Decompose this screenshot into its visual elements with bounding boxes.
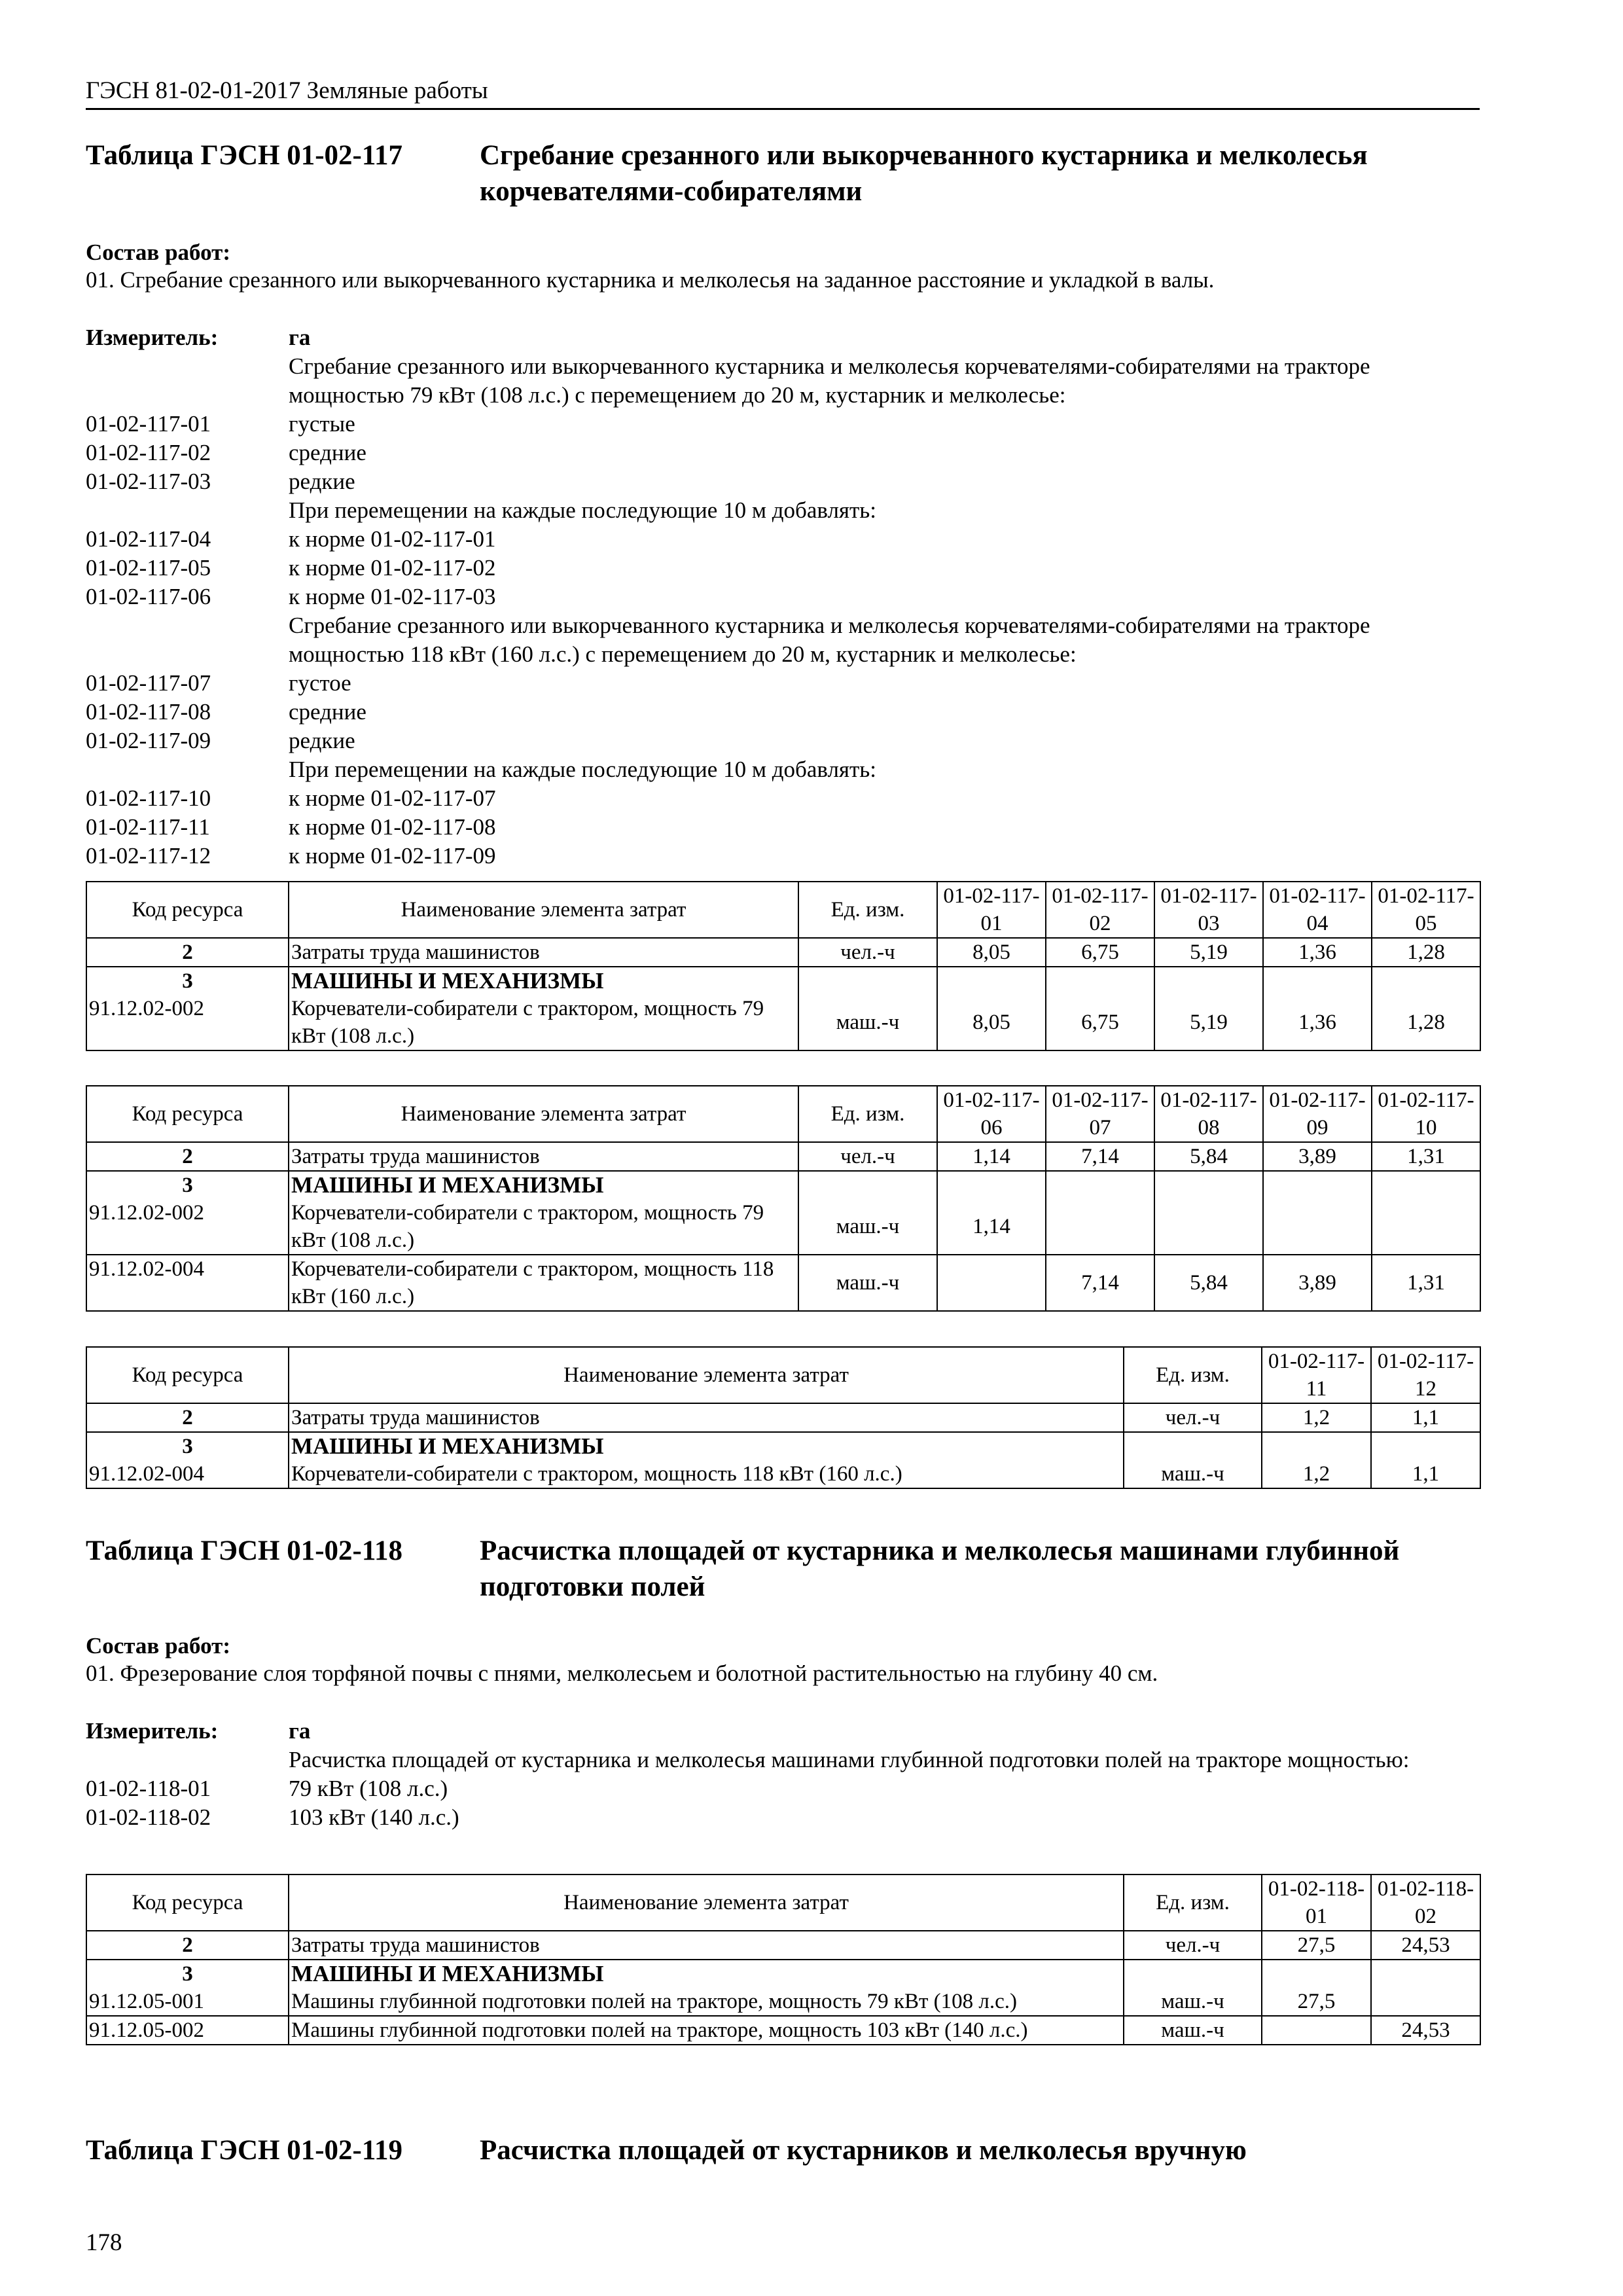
section-row [86,1171,1480,1199]
value-cell: 27,5 [1262,1988,1371,2016]
running-head: ГЭСН 81-02-01-2017 Земляные работы [86,77,1480,110]
resource-unit: чел.-ч [1124,1403,1262,1432]
norm-text: 79 кВт (108 л.с.) [289,1776,448,1801]
section-code: 3 [86,967,289,995]
resource-code: 2 [86,1403,289,1432]
section-name: МАШИНЫ И МЕХАНИЗМЫ [289,1171,798,1199]
table-code: Таблица ГЭСН 01-02-118 [86,1535,403,1566]
machine-row [86,1988,1480,2016]
empty-cell [1046,967,1154,995]
norm-list-117 [86,323,1480,870]
table-title: Расчистка площадей от кустарников и мелколесья вручную [480,2135,1247,2166]
empty-cell [1262,1432,1371,1460]
resource-table-117-a [86,881,1481,1051]
section-row [86,1432,1480,1460]
empty-cell [1124,1432,1262,1460]
empty-cell [937,967,1046,995]
resource-name: Корчеватели-собиратели с трактором, мощность 79 кВт (108 л.с.) [289,1199,798,1255]
value-cell: 1,14 [937,1199,1046,1255]
col-header-norm: 01-02-117-02 [1046,882,1154,938]
measure-unit: га [289,325,311,350]
norm-text: Сгребание срезанного или выкорчеванного кустарника и мелколесья корчевателями-собирателями на тракторе мощностью 79 кВт (108 л.с.) с перемещением до 20 м, кустарник и мелколесье: [289,353,1370,408]
col-header-unit: Ед. изм. [798,1086,937,1142]
norm-row [86,496,1480,525]
empty-cell [1154,967,1263,995]
norm-row [86,755,1480,784]
section-code: 3 [86,1171,289,1199]
section-code: 3 [86,1960,289,1988]
value-cell [1154,1199,1263,1255]
norm-row [86,525,1480,554]
col-header-norm: 01-02-117-03 [1154,882,1263,938]
col-header-code: Код ресурса [86,1347,289,1403]
norm-text: редкие [289,469,355,494]
norm-row [86,842,1480,870]
col-header-norm: 01-02-117-11 [1262,1347,1371,1403]
norm-text: средние [289,699,366,725]
col-header-norm: 01-02-117-06 [937,1086,1046,1142]
labor-row [86,938,1480,967]
section-name: МАШИНЫ И МЕХАНИЗМЫ [289,1432,1124,1460]
value-cell: 1,36 [1263,938,1372,967]
value-cell: 6,75 [1046,938,1154,967]
value-cell: 7,14 [1046,1255,1154,1311]
norm-code: 01-02-117-04 [86,526,211,552]
norm-row [86,784,1480,813]
col-header-name: Наименование элемента затрат [289,1347,1124,1403]
norm-code: 01-02-117-09 [86,728,211,753]
value-cell: 1,1 [1371,1460,1480,1488]
table-code: Таблица ГЭСН 01-02-117 [86,140,403,171]
resource-table-117-c [86,1346,1481,1489]
resource-unit: маш.-ч [798,1199,937,1255]
header-row [86,1347,1480,1403]
resource-unit: чел.-ч [798,1142,937,1171]
table-heading-118 [86,1533,1480,1605]
empty-cell [1372,1171,1480,1199]
measure-label: Измеритель: [86,325,219,350]
section-code: 3 [86,1432,289,1460]
norm-code: 01-02-117-05 [86,555,211,581]
col-header-norm: 01-02-117-04 [1263,882,1372,938]
value-cell: 1,1 [1371,1403,1480,1432]
resource-name: Корчеватели-собиратели с трактором, мощность 118 кВт (160 л.с.) [289,1255,798,1311]
col-header-norm: 01-02-118-01 [1262,1874,1371,1931]
value-cell [1262,2016,1371,2045]
resource-unit: маш.-ч [1124,1460,1262,1488]
value-cell: 1,28 [1372,995,1480,1050]
section-name: МАШИНЫ И МЕХАНИЗМЫ [289,967,798,995]
page-number: 178 [86,2229,122,2256]
labor-row [86,1931,1480,1960]
value-cell: 27,5 [1262,1931,1371,1960]
resource-name: Затраты труда машинистов [289,938,798,967]
norm-text: к норме 01-02-117-02 [289,555,496,581]
col-header-norm: 01-02-117-10 [1372,1086,1480,1142]
norm-text: При перемещении на каждые последующие 10 м добавлять: [289,757,876,782]
resource-unit: маш.-ч [1124,2016,1262,2045]
table-heading-117 [86,137,1480,209]
value-cell: 5,19 [1154,995,1263,1050]
resource-code: 91.12.05-001 [86,1988,289,2016]
value-cell: 1,2 [1262,1460,1371,1488]
table-code: Таблица ГЭСН 01-02-119 [86,2135,403,2166]
composition-label: Состав работ: [86,1633,230,1659]
value-cell: 5,84 [1154,1255,1263,1311]
value-cell: 8,05 [937,995,1046,1050]
value-cell: 1,14 [937,1142,1046,1171]
empty-cell [1046,1171,1154,1199]
value-cell: 5,19 [1154,938,1263,967]
norm-code: 01-02-117-07 [86,670,211,696]
value-cell: 1,31 [1372,1255,1480,1311]
norm-code: 01-02-117-01 [86,411,211,437]
section-row [86,1960,1480,1988]
norm-code: 01-02-117-10 [86,785,211,811]
col-header-name: Наименование элемента затрат [289,882,798,938]
empty-cell [798,967,937,995]
resource-name: Затраты труда машинистов [289,1931,1124,1960]
value-cell [1372,1199,1480,1255]
value-cell: 5,84 [1154,1142,1263,1171]
col-header-code: Код ресурса [86,1086,289,1142]
norm-text: к норме 01-02-117-01 [289,526,496,552]
norm-row [86,352,1480,410]
norm-code: 01-02-117-02 [86,440,211,465]
resource-code: 91.12.02-004 [86,1255,289,1311]
resource-name: Корчеватели-собиратели с трактором, мощность 79 кВт (108 л.с.) [289,995,798,1050]
norm-code: 01-02-117-11 [86,814,210,840]
norm-row [86,410,1480,439]
resource-name: Затраты труда машинистов [289,1403,1124,1432]
value-cell: 1,2 [1262,1403,1371,1432]
work-composition: 01. Сгребание срезанного или выкорчеванного кустарника и мелколесья на заданное расстояние и укладкой в валы. [86,267,1215,293]
value-cell: 1,31 [1372,1142,1480,1171]
value-cell [937,1255,1046,1311]
col-header-code: Код ресурса [86,1874,289,1931]
machine-row [86,1460,1480,1488]
norm-row [86,1774,1480,1803]
norm-text: При перемещении на каждые последующие 10 м добавлять: [289,497,876,523]
header-row [86,1874,1480,1931]
col-header-norm: 01-02-117-09 [1263,1086,1372,1142]
empty-cell [1124,1960,1262,1988]
col-header-name: Наименование элемента затрат [289,1874,1124,1931]
col-header-name: Наименование элемента затрат [289,1086,798,1142]
work-composition: 01. Фрезерование слоя торфяной почвы с пнями, мелколесьем и болотной растительностью на глубину 40 см. [86,1660,1158,1686]
resource-unit: маш.-ч [798,995,937,1050]
norm-row [86,1746,1480,1774]
value-cell: 24,53 [1371,2016,1480,2045]
value-cell: 24,53 [1371,1931,1480,1960]
col-header-norm: 01-02-117-01 [937,882,1046,938]
measure-label: Измеритель: [86,1718,219,1744]
machine-row [86,2016,1480,2045]
empty-cell [1372,967,1480,995]
norm-text: к норме 01-02-117-09 [289,843,496,869]
norm-text: Расчистка площадей от кустарника и мелколесья машинами глубинной подготовки полей на тракторе мощностью: [289,1747,1410,1772]
labor-row [86,1142,1480,1171]
resource-code: 2 [86,1142,289,1171]
resource-table-117-b [86,1085,1481,1312]
header-row [86,1086,1480,1142]
col-header-norm: 01-02-117-12 [1371,1347,1480,1403]
value-cell [1263,1199,1372,1255]
header-row [86,882,1480,938]
norm-text: густое [289,670,351,696]
value-cell: 1,28 [1372,938,1480,967]
col-header-unit: Ед. изм. [1124,1347,1262,1403]
resource-name: Машины глубинной подготовки полей на тракторе, мощность 79 кВт (108 л.с.) [289,1988,1124,2016]
table-heading-119 [86,2132,1480,2168]
norm-code: 01-02-117-12 [86,843,211,869]
resource-code: 91.12.02-004 [86,1460,289,1488]
norm-row [86,439,1480,467]
empty-cell [937,1171,1046,1199]
resource-code: 2 [86,1931,289,1960]
norm-code: 01-02-118-01 [86,1776,211,1801]
norm-code: 01-02-117-08 [86,699,211,725]
section-name: МАШИНЫ И МЕХАНИЗМЫ [289,1960,1124,1988]
norm-code: 01-02-118-02 [86,1804,211,1830]
value-cell [1371,1988,1480,2016]
norm-text: Сгребание срезанного или выкорчеванного кустарника и мелколесья корчевателями-собирателями на тракторе мощностью 118 кВт (160 л.с.) с перемещением до 20 м, кустарник и мелколесье: [289,613,1370,667]
measure-row [86,1717,1480,1746]
empty-cell [1154,1171,1263,1199]
empty-cell [1263,1171,1372,1199]
col-header-norm: 01-02-117-05 [1372,882,1480,938]
resource-code: 91.12.02-002 [86,1199,289,1255]
resource-unit: маш.-ч [798,1255,937,1311]
value-cell: 6,75 [1046,995,1154,1050]
resource-table-118 [86,1874,1481,2045]
section-row [86,967,1480,995]
machine-row [86,995,1480,1050]
value-cell: 3,89 [1263,1255,1372,1311]
norm-row [86,1803,1480,1832]
norm-row [86,813,1480,842]
norm-row [86,583,1480,611]
empty-cell [798,1171,937,1199]
empty-cell [1371,1960,1480,1988]
col-header-norm: 01-02-117-07 [1046,1086,1154,1142]
norm-text: средние [289,440,366,465]
resource-code: 91.12.02-002 [86,995,289,1050]
norm-row [86,726,1480,755]
empty-cell [1263,967,1372,995]
empty-cell [1371,1432,1480,1460]
resource-code: 91.12.05-002 [86,2016,289,2045]
norm-text: редкие [289,728,355,753]
resource-name: Затраты труда машинистов [289,1142,798,1171]
value-cell: 7,14 [1046,1142,1154,1171]
resource-name: Корчеватели-собиратели с трактором, мощность 118 кВт (160 л.с.) [289,1460,1124,1488]
norm-row [86,698,1480,726]
norm-row [86,611,1480,669]
value-cell: 8,05 [937,938,1046,967]
resource-unit: чел.-ч [798,938,937,967]
table-title: Расчистка площадей от кустарника и мелколесья машинами глубинной подготовки полей [480,1535,1400,1602]
labor-row [86,1403,1480,1432]
composition-label: Состав работ: [86,240,230,265]
norm-text: к норме 01-02-117-07 [289,785,496,811]
norm-code: 01-02-117-03 [86,469,211,494]
resource-unit: маш.-ч [1124,1988,1262,2016]
col-header-unit: Ед. изм. [1124,1874,1262,1931]
table-title: Сгребание срезанного или выкорчеванного кустарника и мелколесья корчевателями-собирателями [480,140,1368,207]
norm-text: густые [289,411,355,437]
col-header-norm: 01-02-118-02 [1371,1874,1480,1931]
norm-text: к норме 01-02-117-03 [289,584,496,609]
norm-row [86,554,1480,583]
measure-row [86,323,1480,352]
norm-code: 01-02-117-06 [86,584,211,609]
value-cell [1046,1199,1154,1255]
measure-unit: га [289,1718,311,1744]
norm-row [86,669,1480,698]
norm-text: 103 кВт (140 л.с.) [289,1804,459,1830]
machine-row [86,1199,1480,1255]
resource-unit: чел.-ч [1124,1931,1262,1960]
col-header-code: Код ресурса [86,882,289,938]
norm-text: к норме 01-02-117-08 [289,814,496,840]
resource-name: Машины глубинной подготовки полей на тракторе, мощность 103 кВт (140 л.с.) [289,2016,1124,2045]
norm-row [86,467,1480,496]
empty-cell [1262,1960,1371,1988]
machine-row [86,1255,1480,1311]
value-cell: 3,89 [1263,1142,1372,1171]
col-header-unit: Ед. изм. [798,882,937,938]
value-cell: 1,36 [1263,995,1372,1050]
resource-code: 2 [86,938,289,967]
norm-list-118 [86,1717,1480,1832]
col-header-norm: 01-02-117-08 [1154,1086,1263,1142]
